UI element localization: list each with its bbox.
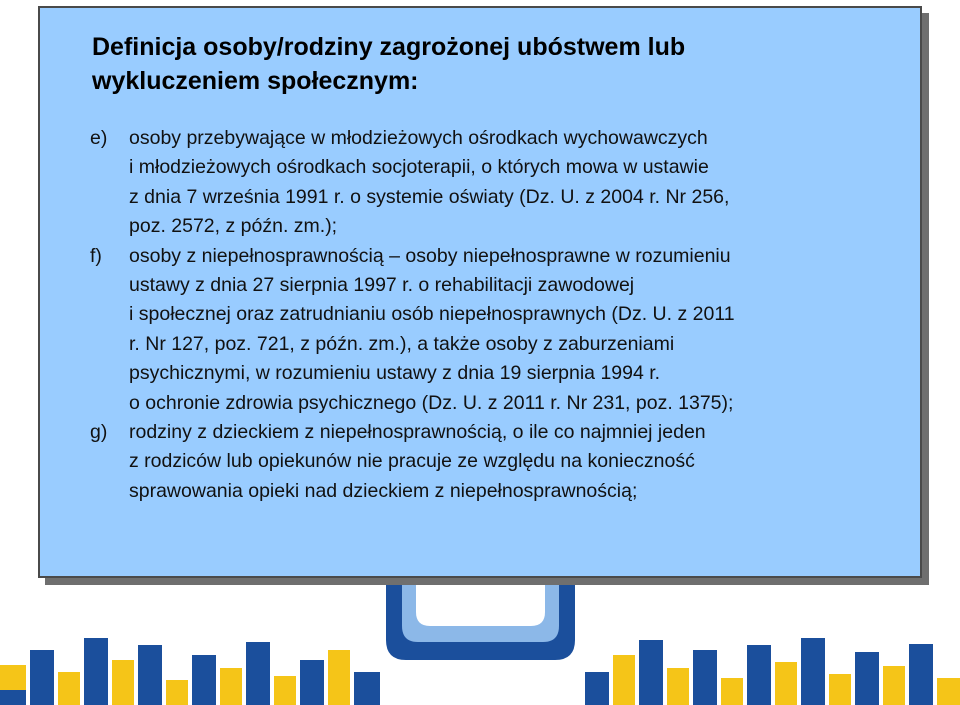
list-marker: g) (90, 421, 108, 444)
text-line: z dnia 7 września 1991 r. o systemie oświaty (Dz. U. z 2004 r. Nr 256, (129, 185, 730, 208)
text-line: r. Nr 127, poz. 721, z późn. zm.), a także osoby z zaburzeniami (129, 332, 675, 355)
slide-panel (38, 6, 922, 578)
list-item-text (129, 418, 706, 506)
list-item-text (129, 242, 735, 418)
text-line: i młodzieżowych ośrodkach socjoterapii, o których mowa w ustawie (129, 156, 709, 179)
list-marker: f) (90, 244, 102, 267)
text-line: osoby z niepełnosprawnością – osoby niepełnosprawne w rozumieniu (129, 244, 731, 267)
text-line: psychicznymi, w rozumieniu ustawy z dnia 19 sierpnia 1994 r. (129, 362, 661, 385)
list-item-f (90, 242, 910, 418)
text-line: i społecznej oraz zatrudnianiu osób niepełnosprawnych (Dz. U. z 2011 (129, 303, 735, 326)
slide-title-line: wykluczeniem społecznym: (92, 67, 419, 95)
text-line: osoby przebywające w młodzieżowych ośrodkach wychowawczych (129, 127, 708, 149)
list-marker: e) (90, 127, 108, 149)
slide-title (92, 30, 872, 98)
slide-title-line: Definicja osoby/rodziny zagrożonej ubóstwem lub (92, 33, 686, 61)
list-item-text (129, 124, 729, 242)
text-line: poz. 2572, z późn. zm.); (129, 215, 338, 238)
list-item-g (90, 418, 910, 506)
list-item-e (90, 124, 910, 242)
text-line: rodziny z dzieckiem z niepełnosprawnością, o ile co najmniej jeden (129, 421, 706, 444)
text-line: o ochronie zdrowia psychicznego (Dz. U. z 2011 r. Nr 231, poz. 1375); (129, 391, 734, 414)
text-line: sprawowania opieki nad dzieckiem z niepełnosprawnością; (129, 479, 638, 502)
text-line: z rodziców lub opiekunów nie pracuje ze względu na konieczność (129, 450, 695, 473)
definition-list (90, 124, 910, 506)
text-line: ustawy z dnia 27 sierpnia 1997 r. o rehabilitacji zawodowej (129, 274, 635, 297)
